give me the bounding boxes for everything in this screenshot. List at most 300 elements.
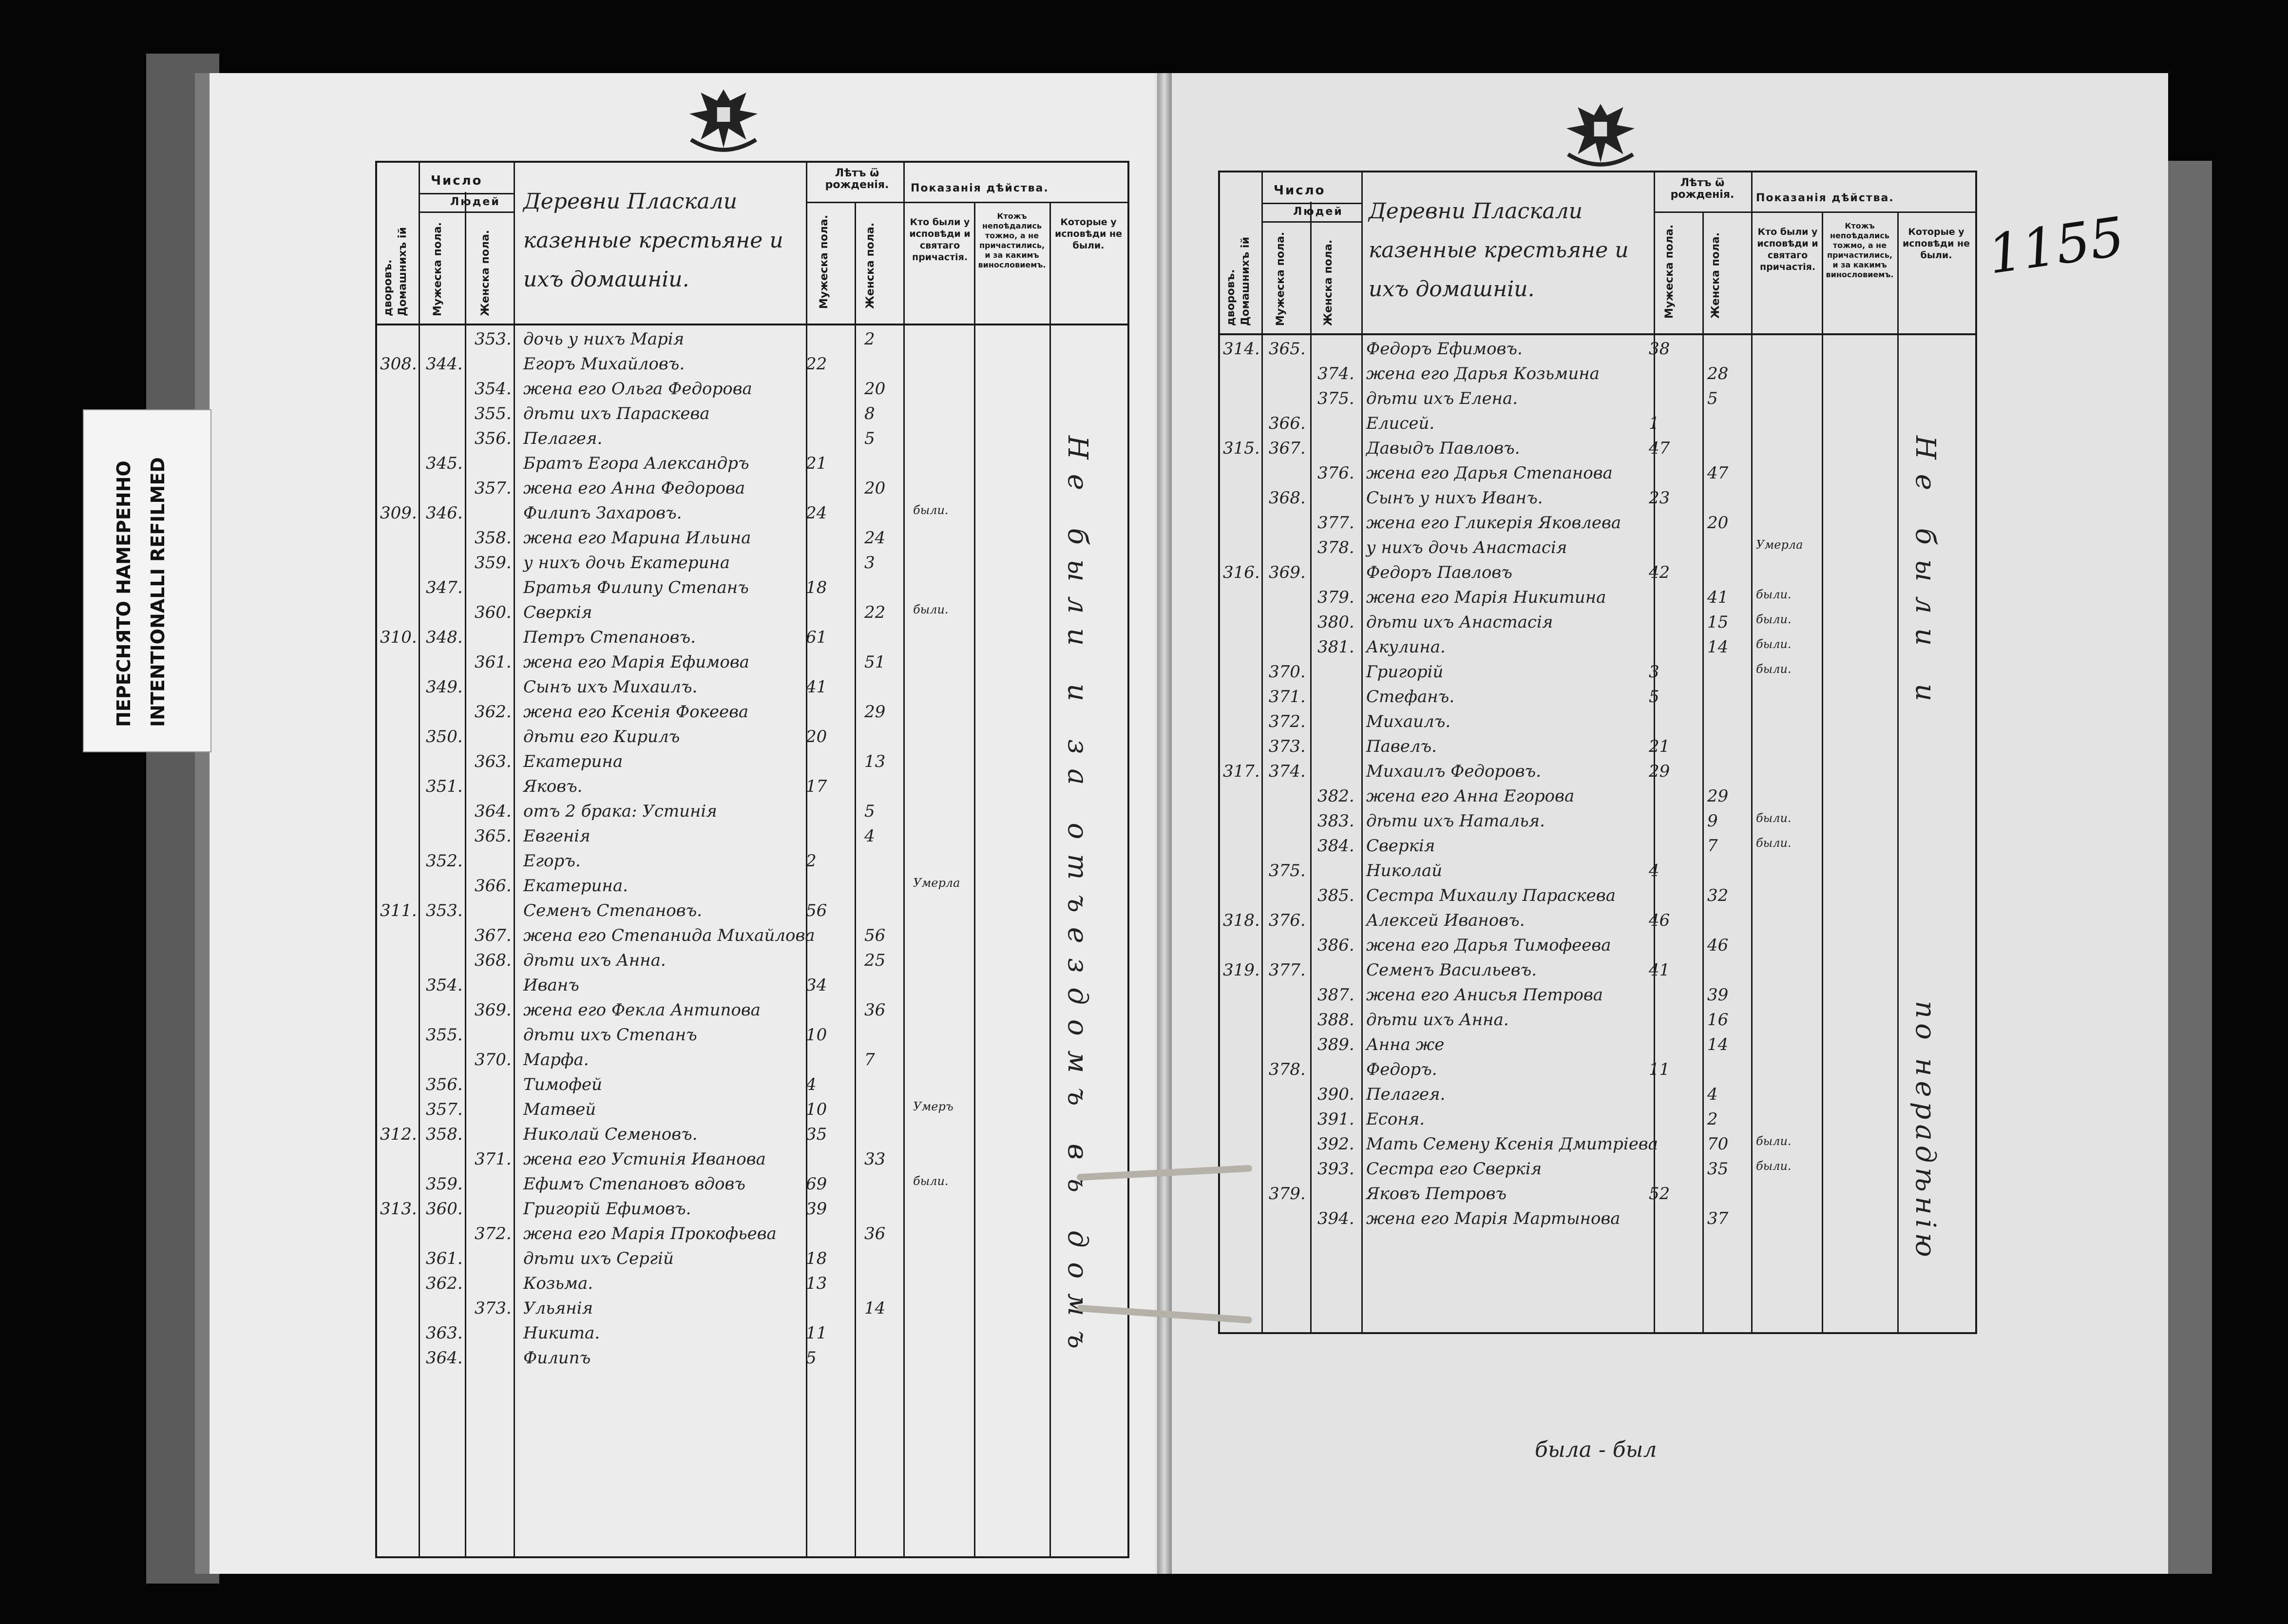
ledger-row — [377, 1223, 1127, 1248]
age-male: 39 — [806, 1199, 827, 1219]
female-number: 362. — [475, 702, 512, 722]
person-name: Филипъ — [523, 1348, 591, 1368]
ledger-row — [1220, 984, 1975, 1009]
confession-mark: были. — [1756, 637, 1792, 651]
person-name: Никита. — [523, 1323, 600, 1343]
person-name: Пелагея. — [1366, 1085, 1446, 1104]
age-female: 70 — [1707, 1134, 1729, 1154]
female-number: 384. — [1317, 836, 1354, 856]
age-male: 4 — [1649, 861, 1659, 880]
male-number: 350. — [426, 727, 463, 746]
col-confessed-right: Кто были у исповѣди и святаго причастія. — [1757, 227, 1818, 272]
ledger-row — [377, 1248, 1127, 1273]
male-number: 348. — [426, 628, 463, 647]
footer-signature: была - был — [1535, 1437, 1657, 1462]
female-number: 381. — [1317, 637, 1354, 657]
person-name: Елисей. — [1366, 414, 1435, 433]
age-female: 14 — [1707, 637, 1729, 657]
ledger-row — [377, 1148, 1127, 1173]
ledger-row — [1220, 537, 1975, 562]
age-female: 13 — [864, 752, 886, 771]
age-male: 52 — [1649, 1184, 1670, 1204]
female-number: 368. — [475, 951, 512, 970]
ledger-row — [1220, 338, 1975, 363]
age-male: 46 — [1649, 911, 1670, 930]
female-number: 386. — [1317, 936, 1354, 955]
male-number: 361. — [426, 1249, 463, 1268]
left-margin-note: Не были и за отъездомъ въ домъ — [1062, 436, 1093, 1363]
ledger-row — [377, 801, 1127, 825]
person-name: жена его Устинія Иванова — [523, 1149, 766, 1169]
ledger-row — [1220, 587, 1975, 611]
imperial-eagle-crest-left — [682, 83, 765, 156]
person-name: жена его Дарья Тимофеева — [1366, 936, 1611, 955]
person-name: Николай Семеновъ. — [523, 1125, 698, 1144]
male-number: 354. — [426, 975, 463, 995]
age-female: 5 — [864, 429, 875, 448]
ledger-row — [1220, 785, 1975, 810]
female-number: 372. — [475, 1224, 512, 1243]
years-female: Женска пола. — [864, 222, 877, 309]
person-name: жена его Анна Федорова — [523, 478, 745, 498]
age-male: 41 — [806, 677, 827, 697]
female-number: 387. — [1317, 985, 1354, 1005]
age-female: 7 — [1707, 836, 1718, 856]
actions-label: Показанія дѣйства. — [911, 182, 1049, 194]
male-number: 377. — [1269, 960, 1306, 980]
ledger-row — [1220, 462, 1975, 487]
person-name: жена его Гликерія Яковлева — [1366, 513, 1621, 533]
person-name: Козьма. — [523, 1274, 593, 1293]
female-number: 365. — [475, 826, 512, 846]
age-male: 23 — [1649, 488, 1670, 508]
age-female: 29 — [864, 702, 886, 722]
house-number: 317. — [1223, 762, 1260, 781]
age-female: 5 — [864, 802, 875, 821]
male-number: 364. — [426, 1348, 463, 1368]
confession-mark: Умеръ — [913, 1100, 953, 1113]
person-name: Павелъ. — [1366, 737, 1437, 756]
person-name: Федоръ Ефимовъ. — [1366, 339, 1523, 359]
house-number: 315. — [1223, 439, 1260, 458]
right-ledger-table — [1218, 171, 1977, 1334]
ledger-row — [1220, 388, 1975, 413]
col-not-at-all-right: Которые у исповѣди не были. — [1902, 227, 1970, 261]
ledger-row — [1220, 711, 1975, 736]
person-name: дочь у нихъ Марія — [523, 329, 685, 349]
age-female: 56 — [864, 926, 886, 945]
age-male: 42 — [1649, 563, 1670, 582]
male-number: 379. — [1269, 1184, 1306, 1204]
age-male: 10 — [806, 1025, 827, 1045]
ledger-row — [1220, 1034, 1975, 1059]
male-number: 351. — [426, 777, 463, 796]
person-name: дѣти ихъ Анна. — [1366, 1010, 1509, 1030]
left-title-line-2: казенные крестьяне и — [523, 228, 783, 253]
age-male: 24 — [806, 503, 827, 523]
ledger-row — [1220, 1133, 1975, 1158]
female-number: 369. — [475, 1000, 512, 1020]
ledger-row — [1220, 661, 1975, 686]
person-name: дѣти ихъ Анна. — [523, 951, 666, 970]
col-male: Мужеска пола. — [432, 222, 444, 316]
ledger-row — [377, 1273, 1127, 1298]
ledger-row — [1220, 1183, 1975, 1208]
age-male: 5 — [806, 1348, 817, 1368]
age-male: 38 — [1649, 339, 1670, 359]
female-number: 391. — [1317, 1109, 1354, 1129]
confession-mark: Умерла — [913, 876, 960, 890]
ledger-row — [1220, 413, 1975, 438]
female-number: 363. — [475, 752, 512, 771]
person-name: жена его Ольга Федорова — [523, 379, 752, 399]
person-name: Братъ Егора Александръ — [523, 454, 749, 473]
ledger-row — [1220, 885, 1975, 910]
person-name: Матвей — [523, 1100, 596, 1119]
person-name: дѣти ихъ Наталья. — [1366, 811, 1545, 831]
ledger-row — [377, 602, 1127, 627]
female-number: 355. — [475, 404, 512, 423]
left-title-line-1: Деревни Пласкали — [523, 189, 738, 214]
female-number: 361. — [475, 652, 512, 672]
ledger-row — [1220, 1158, 1975, 1183]
age-male: 2 — [806, 851, 817, 871]
person-name: Сынъ у нихъ Иванъ. — [1366, 488, 1543, 508]
ledger-row — [377, 701, 1127, 726]
confession-mark: были. — [1756, 588, 1792, 601]
female-number: 385. — [1317, 886, 1354, 905]
age-male: 69 — [806, 1174, 827, 1194]
person-name: дѣти ихъ Елена. — [1366, 389, 1518, 408]
female-number: 378. — [1317, 538, 1354, 557]
person-name: Марфа. — [523, 1050, 589, 1070]
age-female: 16 — [1707, 1010, 1729, 1030]
ledger-row — [377, 850, 1127, 875]
house-number: 310. — [380, 628, 417, 647]
female-number: 354. — [475, 379, 512, 399]
age-female: 20 — [864, 478, 886, 498]
col-not-confessed: Ктожъ непоѣдались тожмо, а не причастились, и за какимъ винословиемъ. — [978, 211, 1046, 269]
person-name: дѣти ихъ Степанъ — [523, 1025, 697, 1045]
ledger-row — [377, 453, 1127, 478]
male-number: 345. — [426, 454, 463, 473]
age-male: 3 — [1649, 662, 1659, 682]
age-female: 20 — [864, 379, 886, 399]
age-male: 35 — [806, 1125, 827, 1144]
left-table-header — [377, 163, 1127, 325]
ledger-row — [377, 1124, 1127, 1148]
age-female: 2 — [864, 329, 875, 349]
female-number: 383. — [1317, 811, 1354, 831]
person-name: жена его Анна Егорова — [1366, 786, 1575, 806]
person-name: Ефимъ Степановъ вдовъ — [523, 1174, 745, 1194]
ledger-row — [377, 328, 1127, 353]
female-number: 379. — [1317, 588, 1354, 607]
ledger-row — [1220, 487, 1975, 512]
age-female: 4 — [864, 826, 875, 846]
age-female: 33 — [864, 1149, 886, 1169]
person-name: жена его Марія Никитина — [1366, 588, 1606, 607]
age-female: 15 — [1707, 612, 1729, 632]
ledger-row — [1220, 512, 1975, 537]
female-number: 364. — [475, 802, 512, 821]
person-name: дѣти ихъ Анастасія — [1366, 612, 1553, 632]
male-number: 360. — [426, 1199, 463, 1219]
ledger-row — [1220, 1208, 1975, 1233]
age-male: 18 — [806, 578, 827, 597]
age-female: 25 — [864, 951, 886, 970]
male-number: 367. — [1269, 439, 1306, 458]
ledger-row — [377, 527, 1127, 552]
confession-mark: были. — [1756, 1159, 1792, 1173]
age-male: 11 — [806, 1323, 827, 1343]
confession-mark: были. — [1756, 836, 1792, 850]
person-name: Пелагея. — [523, 429, 603, 448]
years-male-right: Мужеска пола. — [1663, 224, 1676, 319]
male-number: 366. — [1269, 414, 1306, 433]
person-name: Давыдъ Павловъ. — [1366, 439, 1520, 458]
age-female: 3 — [864, 553, 875, 573]
female-number: 394. — [1317, 1209, 1354, 1228]
person-name: Николай — [1366, 861, 1443, 880]
male-number: 352. — [426, 851, 463, 871]
ledger-row — [1220, 860, 1975, 885]
house-number: 312. — [380, 1125, 417, 1144]
confession-mark: были. — [913, 1174, 949, 1188]
person-name: Михаилъ. — [1366, 712, 1451, 731]
ledger-row — [377, 776, 1127, 801]
female-number: 359. — [475, 553, 512, 573]
col-houses-right: Домашнихъ ій — [1239, 237, 1252, 326]
ledger-row — [377, 676, 1127, 701]
male-number: 358. — [426, 1125, 463, 1144]
person-name: дѣти его Кирилъ — [523, 727, 680, 746]
person-name: Акулина. — [1366, 637, 1446, 657]
male-number: 349. — [426, 677, 463, 697]
book-edge-left — [146, 54, 219, 1584]
ledger-row — [377, 651, 1127, 676]
person-name: Михаилъ Федоровъ. — [1366, 762, 1542, 781]
person-name: Анна же — [1366, 1035, 1445, 1054]
ledger-row — [377, 378, 1127, 403]
ledger-row — [1220, 810, 1975, 835]
person-name: Яковъ. — [523, 777, 583, 796]
female-number: 367. — [475, 926, 512, 945]
folio-number: 1155 — [1984, 205, 2128, 286]
ledger-row — [377, 1347, 1127, 1372]
years-label: Лѣтъ ѿ рожденія. — [825, 167, 889, 191]
age-female: 4 — [1707, 1085, 1718, 1104]
book-spine — [1157, 73, 1172, 1574]
person-name: жена его Дарья Степанова — [1366, 463, 1613, 483]
person-name: Егоръ. — [523, 851, 581, 871]
person-name: Яковъ Петровъ — [1366, 1184, 1507, 1204]
person-name: жена его Марія Мартынова — [1366, 1209, 1621, 1228]
age-female: 46 — [1707, 936, 1729, 955]
person-name: Сынъ ихъ Михаилъ. — [523, 677, 698, 697]
female-number: 358. — [475, 528, 512, 548]
person-name: Филипъ Захаровъ. — [523, 503, 682, 523]
imperial-eagle-crest-right — [1559, 97, 1642, 171]
house-number: 316. — [1223, 563, 1260, 582]
age-male: 5 — [1649, 687, 1659, 707]
person-name: дѣти ихъ Сергій — [523, 1249, 674, 1268]
age-male: 21 — [806, 454, 827, 473]
years-female-right: Женска пола. — [1710, 232, 1722, 319]
col-female-right: Женска пола. — [1322, 239, 1335, 326]
people-label: Людей — [450, 196, 500, 208]
female-number: 357. — [475, 478, 512, 498]
right-title-line-1: Деревни Пласкали — [1369, 199, 1583, 224]
ledger-row — [377, 974, 1127, 999]
age-male: 17 — [806, 777, 827, 796]
refilmed-stamp — [83, 409, 211, 752]
person-name: жена его Степанида Михайлова — [523, 926, 815, 945]
person-name: отъ 2 брака: Устинія — [523, 802, 717, 821]
male-number: 353. — [426, 901, 463, 920]
ledger-row — [1220, 959, 1975, 984]
ledger-row — [1220, 636, 1975, 661]
age-female: 29 — [1707, 786, 1729, 806]
female-number: 356. — [475, 429, 512, 448]
person-name: Григорій Ефимовъ. — [523, 1199, 691, 1219]
ledger-row — [377, 1198, 1127, 1223]
age-male: 47 — [1649, 439, 1670, 458]
age-male: 11 — [1649, 1060, 1670, 1079]
right-margin-note-bottom: по нерадѣнію — [1909, 1001, 1941, 1262]
person-name: Сверкія — [523, 603, 592, 622]
age-male: 10 — [806, 1100, 827, 1119]
age-male: 56 — [806, 901, 827, 920]
age-female: 28 — [1707, 364, 1729, 383]
person-name: Григорій — [1366, 662, 1444, 682]
ledger-row — [1220, 562, 1975, 587]
ledger-row — [1220, 910, 1975, 935]
house-number: 308. — [380, 354, 417, 374]
person-name: жена его Марія Ефимова — [523, 652, 749, 672]
confession-mark: были. — [1756, 662, 1792, 676]
person-name: Петръ Степановъ. — [523, 628, 696, 647]
female-number: 371. — [475, 1149, 512, 1169]
age-female: 24 — [864, 528, 886, 548]
person-name: Иванъ — [523, 975, 579, 995]
years-label-right: Лѣтъ ѿ рожденія. — [1670, 177, 1735, 201]
male-number: 355. — [426, 1025, 463, 1045]
confession-mark: были. — [913, 603, 949, 616]
age-female: 39 — [1707, 985, 1729, 1005]
ledger-row — [377, 577, 1127, 602]
person-name: Стефанъ. — [1366, 687, 1455, 707]
female-number: 389. — [1317, 1035, 1354, 1054]
ledger-row — [1220, 1084, 1975, 1108]
ledger-row — [1220, 611, 1975, 636]
person-name: жена его Марія Прокофьева — [523, 1224, 777, 1243]
female-number: 376. — [1317, 463, 1354, 483]
age-male: 41 — [1649, 960, 1670, 980]
male-number: 378. — [1269, 1060, 1306, 1079]
male-number: 372. — [1269, 712, 1306, 731]
person-name: жена его Анисья Петрова — [1366, 985, 1603, 1005]
age-female: 14 — [1707, 1035, 1729, 1054]
col-houses: Домашнихъ ій — [397, 227, 409, 316]
ledger-row — [377, 1099, 1127, 1124]
male-number: 369. — [1269, 563, 1306, 582]
col-not-at-all: Которые у исповѣди не были. — [1054, 217, 1123, 251]
ledger-row — [377, 925, 1127, 950]
person-name: Егоръ Михайловъ. — [523, 354, 685, 374]
person-name: дѣти ихъ Параскева — [523, 404, 710, 423]
male-number: 373. — [1269, 737, 1306, 756]
col-male-right: Мужеска пола. — [1275, 231, 1287, 326]
left-ledger-table — [375, 161, 1129, 1558]
age-male: 1 — [1649, 414, 1659, 433]
age-male: 20 — [806, 727, 827, 746]
ledger-row — [1220, 363, 1975, 388]
female-number: 382. — [1317, 786, 1354, 806]
person-name: Мать Семену Ксенія Дмитріева — [1366, 1134, 1658, 1154]
age-male: 21 — [1649, 737, 1670, 756]
ledger-row — [1220, 761, 1975, 785]
female-number: 370. — [475, 1050, 512, 1070]
male-number: 357. — [426, 1100, 463, 1119]
ledger-row — [377, 1173, 1127, 1198]
female-number: 375. — [1317, 389, 1354, 408]
age-female: 7 — [864, 1050, 875, 1070]
right-margin-note-top: Не были и — [1909, 436, 1941, 716]
ledger-row — [377, 502, 1127, 527]
male-number: 346. — [426, 503, 463, 523]
age-female: 2 — [1707, 1109, 1718, 1129]
ledger-row — [1220, 835, 1975, 860]
person-name: Екатерина. — [523, 876, 628, 896]
ledger-row — [377, 900, 1127, 925]
stamp-line-russian: ПЕРЕСНЯТО НАМЕРЕННО — [113, 460, 134, 727]
right-table-header — [1220, 172, 1975, 335]
house-number: 309. — [380, 503, 417, 523]
person-name: Семенъ Васильевъ. — [1366, 960, 1537, 980]
age-female: 51 — [864, 652, 886, 672]
person-name: Братья Филипу Степанъ — [523, 578, 749, 597]
col-not-confessed-right: Ктожъ непоѣдались тожмо, а не причастились, и за какимъ винословиемъ. — [1826, 221, 1894, 279]
age-female: 47 — [1707, 463, 1729, 483]
male-number: 370. — [1269, 662, 1306, 682]
person-name: Сестра Михаилу Параскева — [1366, 886, 1616, 905]
years-male: Мужеска пола. — [818, 214, 830, 309]
female-number: 388. — [1317, 1010, 1354, 1030]
person-name: Алексей Ивановъ. — [1366, 911, 1525, 930]
age-female: 22 — [864, 603, 886, 622]
house-number: 311. — [380, 901, 417, 920]
ledger-row — [377, 552, 1127, 577]
right-title-line-2: казенные крестьяне и — [1369, 238, 1629, 263]
age-male: 22 — [806, 354, 827, 374]
person-name: Федоръ. — [1366, 1060, 1437, 1079]
col-yards-right: дворовъ. — [1225, 269, 1237, 326]
ledger-row — [377, 403, 1127, 428]
confession-mark: были. — [1756, 811, 1792, 825]
stamp-line-english: INTENTIONALLI REFILMED — [147, 457, 169, 727]
ledger-row — [377, 1024, 1127, 1049]
age-female: 37 — [1707, 1209, 1729, 1228]
female-number: 360. — [475, 603, 512, 622]
ledger-row — [1220, 1009, 1975, 1034]
person-name: у нихъ дочь Екатерина — [523, 553, 730, 573]
ledger-row — [1220, 1108, 1975, 1133]
age-female: 36 — [864, 1224, 886, 1243]
age-male: 4 — [806, 1075, 817, 1094]
person-name: Екатерина — [523, 752, 623, 771]
age-female: 41 — [1707, 588, 1729, 607]
